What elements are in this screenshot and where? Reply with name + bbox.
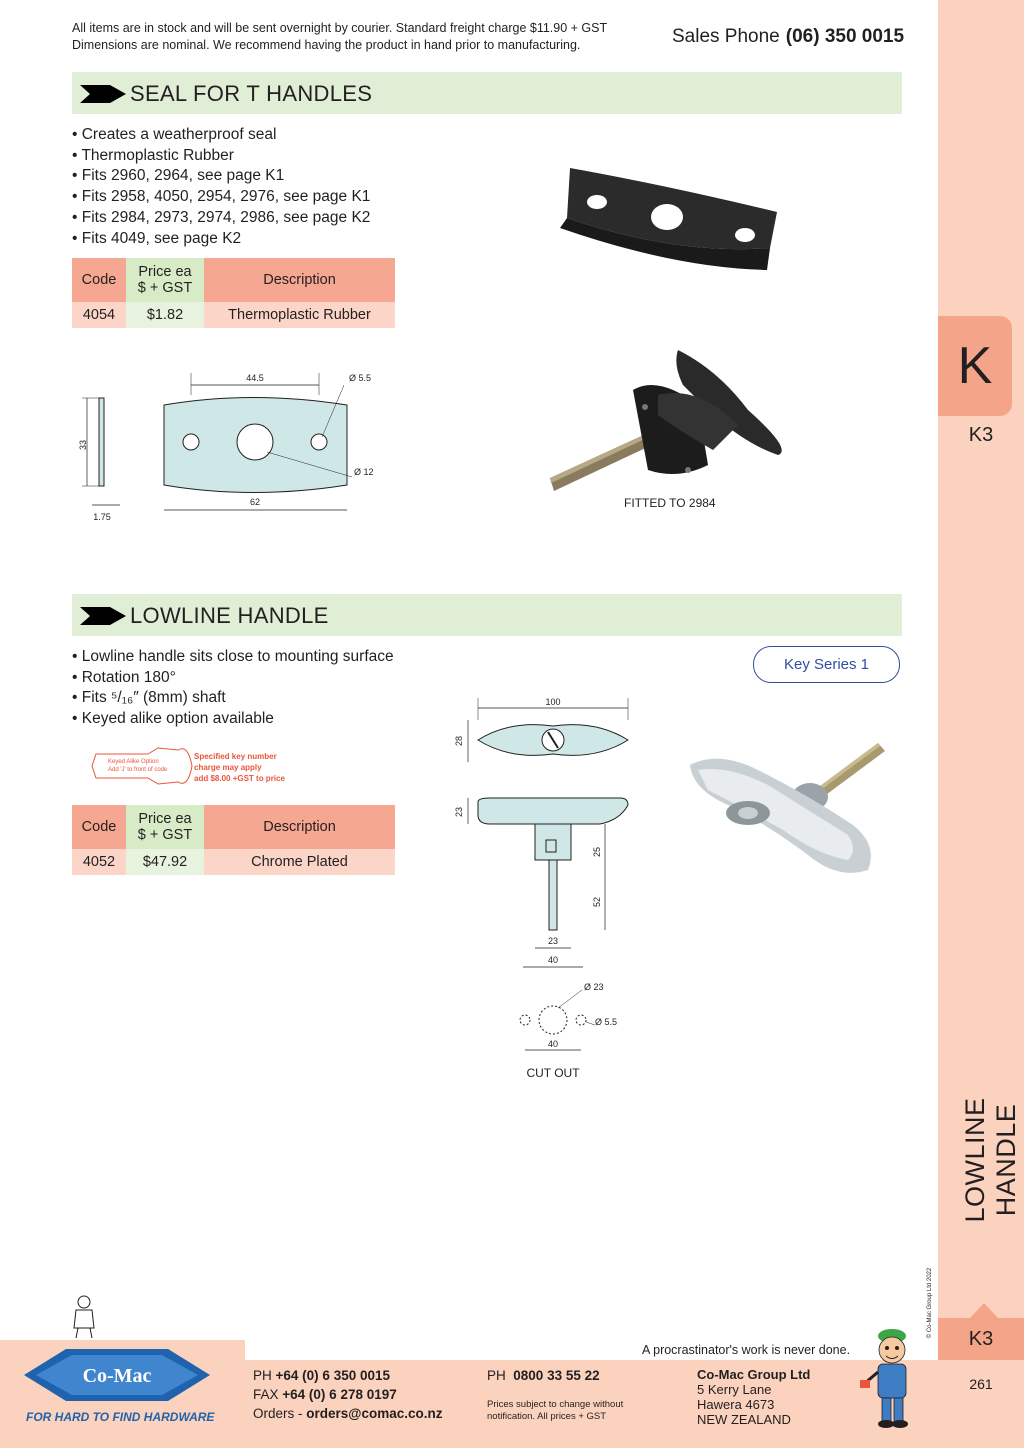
lowline-handle-photo <box>688 735 893 880</box>
cell-price: $1.82 <box>126 302 204 328</box>
section-bar-lowline <box>72 594 902 636</box>
arrow-icon <box>80 607 126 625</box>
prices-note <box>487 1399 623 1423</box>
ph-number[interactable]: +64 (0) 6 350 0015 <box>275 1368 390 1383</box>
dim-cut-hole: Ø 5.5 <box>595 1017 618 1027</box>
notice-line-1: All items are in stock and will be sent overnight by courier. Standard freight charge $11.90 + GST <box>72 21 608 35</box>
list-item: • Thermoplastic Rubber <box>72 146 370 167</box>
dim-height: 33 <box>78 439 88 451</box>
orders-email[interactable]: orders@comac.co.nz <box>306 1406 443 1421</box>
list-item: • Rotation 180° <box>72 668 394 689</box>
header-price <box>126 805 204 849</box>
list-item: • Fits 2984, 2973, 2974, 2986, see page K2 <box>72 208 370 229</box>
address-line3: NEW ZEALAND <box>697 1412 791 1427</box>
fax-label: FAX <box>253 1387 279 1402</box>
t-handle-photo <box>548 345 798 495</box>
ph2-number[interactable]: 0800 33 55 22 <box>513 1368 600 1383</box>
address-line2: Hawera 4673 <box>697 1397 775 1412</box>
dim-width-total: 62 <box>249 497 261 507</box>
keyed-note-red1: Specified key number <box>194 752 277 761</box>
prices-note-line1: Prices subject to change without <box>487 1399 624 1410</box>
section-code: K3 <box>968 424 994 446</box>
page-number: 261 <box>969 1376 993 1392</box>
stock-notice <box>72 20 652 54</box>
section-letter: K <box>957 337 993 395</box>
lowline-technical-drawing <box>450 690 640 1090</box>
address-line1: 5 Kerry Lane <box>697 1382 772 1397</box>
table-row <box>72 849 395 875</box>
list-item: • Lowline handle sits close to mounting surface <box>72 647 394 668</box>
list-item: • Keyed alike option available <box>72 709 394 730</box>
header-description: Description <box>204 805 395 849</box>
seal-feature-list <box>72 125 370 249</box>
seal-price-table <box>72 258 395 328</box>
section-bar-seal <box>72 72 902 114</box>
page-tab-notch <box>970 1303 998 1318</box>
dim-side-height: 23 <box>454 806 464 818</box>
vertical-page-title: LOWLINE HANDLE <box>960 1097 1021 1223</box>
section-title-seal: SEAL FOR T HANDLES <box>130 81 373 106</box>
dim-cut-center: Ø 23 <box>584 982 604 992</box>
header-price-line1: Price ea <box>138 811 192 827</box>
ph-label: PH <box>253 1368 272 1383</box>
list-item: • Creates a weatherproof seal <box>72 125 370 146</box>
dim-hole-small: Ø 5.5 <box>349 373 372 383</box>
prices-note-line2: notification. All prices + GST <box>487 1411 607 1422</box>
section-title-lowline: LOWLINE HANDLE <box>130 603 329 628</box>
dim-stem1: 25 <box>592 846 602 858</box>
cell-price: $47.92 <box>126 849 204 875</box>
dim-thickness: 1.75 <box>93 512 111 522</box>
company-name: Co-Mac Group Ltd <box>697 1367 811 1382</box>
motto: A procrastinator's work is never done. <box>642 1343 851 1357</box>
sales-phone-label: Sales Phone <box>672 26 780 47</box>
footer-orders <box>253 1406 443 1421</box>
footer-phone <box>253 1368 390 1383</box>
logo-tagline: FOR HARD TO FIND HARDWARE <box>26 1410 215 1424</box>
header-price-line2: $ + GST <box>137 280 193 296</box>
section-tab-k[interactable] <box>938 316 1012 416</box>
notice-line-2: Dimensions are nominal. We recommend having the product in hand prior to manufacturing. <box>72 38 581 52</box>
mascot-small-icon <box>68 1294 102 1340</box>
fitted-caption: FITTED TO 2984 <box>624 496 716 510</box>
keyed-note-line2: Add 'J' to front of code <box>108 767 168 773</box>
seal-photo <box>555 160 785 275</box>
sales-phone-number[interactable]: (06) 350 0015 <box>785 26 905 47</box>
orders-label: Orders - <box>253 1406 303 1421</box>
header-price-line1: Price ea <box>138 264 192 280</box>
header-price <box>126 258 204 302</box>
mascot-icon <box>860 1326 926 1430</box>
list-item: • Fits 4049, see page K2 <box>72 229 370 250</box>
dim-top-width: 100 <box>545 697 561 707</box>
table-row <box>72 302 395 328</box>
header-code: Code <box>72 805 126 849</box>
list-item: • Fits 2958, 4050, 2954, 2976, see page K1 <box>72 187 370 208</box>
fax-number: +64 (0) 6 278 0197 <box>282 1387 397 1402</box>
header-code: Code <box>72 258 126 302</box>
dim-hole-center: Ø 12 <box>354 467 374 477</box>
copyright: © Co-Mac Group Ltd 2022 <box>927 1267 933 1339</box>
header-price-line2: $ + GST <box>137 827 193 843</box>
sales-phone <box>672 26 904 48</box>
keyed-note-line1: Keyed Alike Option <box>108 759 159 765</box>
cell-description: Chrome Plated <box>204 849 395 875</box>
cell-code: 4054 <box>72 302 126 328</box>
logo-text: Co-Mac <box>82 1365 152 1387</box>
list-item: • Fits ⁵/₁₆″ (8mm) shaft <box>72 688 394 709</box>
page-code: K3 <box>968 1328 994 1350</box>
ph2-label: PH <box>487 1368 506 1383</box>
dim-top-height: 28 <box>454 735 464 747</box>
keyed-note-red2: charge may apply <box>194 763 262 772</box>
keyed-alike-note <box>88 742 308 790</box>
table-header-row <box>72 258 395 302</box>
table-header-row <box>72 805 395 849</box>
arrow-icon <box>80 85 126 103</box>
seal-technical-drawing <box>72 365 392 525</box>
keyed-note-red3: add $8.00 +GST to price <box>194 774 285 783</box>
dim-stem2: 52 <box>592 896 602 908</box>
footer-freephone <box>487 1368 600 1383</box>
cut-out-caption: CUT OUT <box>526 1066 580 1080</box>
comac-logo[interactable] <box>24 1345 210 1405</box>
page-code-tab <box>938 1318 1024 1360</box>
lowline-feature-list <box>72 647 394 730</box>
key-series-badge[interactable]: Key Series 1 <box>753 646 900 683</box>
lowline-price-table <box>72 805 395 875</box>
dim-cut-width: 40 <box>547 1039 559 1049</box>
dim-base1: 23 <box>547 936 559 946</box>
cell-description: Thermoplastic Rubber <box>204 302 395 328</box>
header-description: Description <box>204 258 395 302</box>
dim-width-top: 44.5 <box>246 373 264 383</box>
dim-base2: 40 <box>547 955 559 965</box>
cell-code: 4052 <box>72 849 126 875</box>
list-item: • Fits 2960, 2964, see page K1 <box>72 166 370 187</box>
footer-fax <box>253 1387 397 1402</box>
company-address <box>697 1367 810 1427</box>
